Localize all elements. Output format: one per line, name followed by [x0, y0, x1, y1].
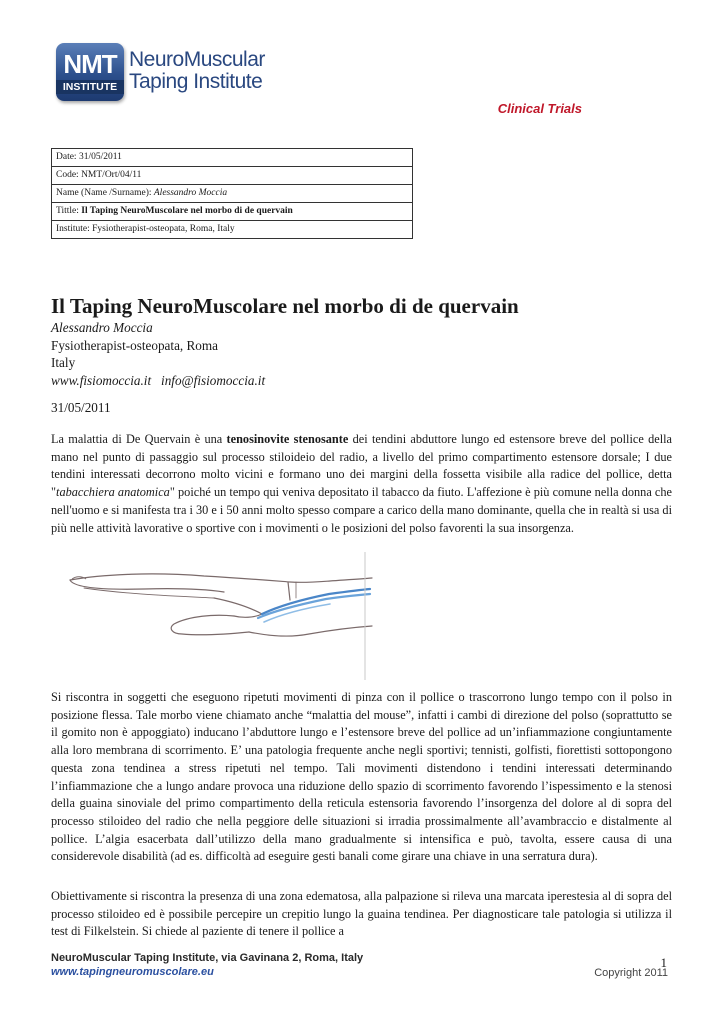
table-row: [52, 149, 413, 167]
author-role: Fysiotherapist-osteopata, Roma: [51, 337, 219, 353]
paragraph-text: La malattia di De Quervain è una: [51, 432, 227, 446]
paragraph-intro: [51, 431, 672, 537]
paragraph-bold-term: tenosinovite stenosante: [226, 432, 349, 446]
footer-copyright: Copyright 2011: [594, 967, 668, 979]
institute-logo: [56, 43, 288, 105]
author-country: Italy: [51, 355, 76, 370]
meta-date: Date: 31/05/2011: [52, 149, 413, 167]
author-website-link[interactable]: www.fisiomoccia.it: [51, 372, 152, 388]
table-row: [52, 221, 413, 239]
meta-institute: Institute: Fysiotherapist-osteopata, Roma, Italy: [52, 221, 413, 239]
article-date: 31/05/2011: [51, 400, 111, 415]
meta-name-label: Name (Name /Surname):: [56, 188, 154, 198]
meta-code: Code: NMT/Ort/04/11: [52, 167, 413, 185]
meta-name: [52, 185, 413, 203]
article-title: Il Taping NeuroMuscolare nel morbo di de quervain: [51, 294, 519, 318]
document-meta-table: [51, 148, 413, 239]
table-row: [52, 203, 413, 221]
hand-tendon-illustration: [64, 552, 374, 680]
paragraph-italic-term: tabacchiera anatomica: [56, 485, 170, 500]
footer-website-link[interactable]: www.tapingneuromuscolare.eu: [51, 966, 214, 978]
paragraph-diagnosis: Obiettivamente si riscontra la presenza di una zona edematosa, alla palpazione si rileva una marcata iperestesia al di sopra del processo stiloideo ed è possibile percepire un crepitio lungo la guaina tendinea. Per diagnosticare tale patologia si utilizza il test di Filkelstein. Si chiede al paziente di tenere il pollice a: [51, 889, 672, 939]
meta-title-label: Tittle:: [56, 206, 82, 216]
table-row: [52, 167, 413, 185]
author-block: [51, 319, 265, 389]
author-contacts: [51, 372, 265, 390]
paragraph-causes: Si riscontra in soggetti che eseguono ripetuti movimenti di pinza con il pollice o trascorrono lungo tempo con il polso in posizione flessa. Tale morbo viene chiamato anche “malattia del mouse”, infatti i cambi di direzione del polso (soprattutto se il gomito non è appoggiato) inducano l’abduttore lungo e l’estensore breve del pollice ad un’infiammazione congiuntamente alla loro membrana di scorrimento. E’ una patologia frequente anche negli sportivi; tennisti, golfisti, fiorettisti sottopongono questa zona tendinea a stress ripetuti nel tempo. Tali movimenti distendono i tendini interessati determinando l’infiammazione che a lungo andare provoca una riduzione dello spazio di scorrimento favorendo l’ispessimento e la stenosi della guaina sinoviale del primo compartimento della reticula estensoria favorendo l’insorgenza del dolore al di sopra del processo stiloideo del radio che nella peggiore delle situazioni si irradia prossimalmente all’avambraccio e distalmente al pollice. L’algia esacerbata dall’utilizzo della mano gradualmente si intensifica e può, tavolta, essere causa di una considerevole disabilità (ad es. difficoltà ad eseguire gesti banali come girare una chiave in una serratura dura).: [51, 690, 672, 864]
table-row: [52, 185, 413, 203]
meta-name-value: Alessandro Moccia: [153, 188, 228, 198]
meta-title: [52, 203, 413, 221]
paragraph-text: dei tendini abduttore lungo ed estensore breve del pollice della mano nel punto di passaggio sul processo stiloideio del radio, a livello del primo compartimento estensore dorsale; I due tendini interessati decorrono molto vicini e formano uno dei margini della fossetta visibile alla radice del pollice, detta ": [51, 432, 672, 500]
author-name: Alessandro Moccia: [51, 320, 153, 335]
logo-wordmark: [129, 49, 265, 93]
section-tag: Clinical Trials: [497, 101, 582, 116]
logo-line-1: NeuroMuscular: [129, 48, 265, 71]
footer-address: NeuroMuscular Taping Institute, via Gavinana 2, Roma, Italy: [51, 952, 364, 964]
logo-line-2: Taping Institute: [129, 70, 263, 93]
badge-sub-text: INSTITUTE: [56, 80, 124, 94]
nmt-badge: [56, 43, 124, 101]
badge-main-text: NMT: [63, 49, 117, 79]
meta-title-value: Il Taping NeuroMuscolare nel morbo di de quervain: [81, 206, 293, 216]
paragraph-text: " poiché un tempo qui veniva depositato il tabacco da fiuto. L'affezione è più comune nella donna che nell'uomo e si manifesta tra i 30 e i 50 anni molto spesso compare a carico della mano dominante, quella che in realtà si usa di più nelle attività lavorative o sportive con i movimenti o le posizioni del polso favorenti la sua insorgenza.: [51, 485, 672, 535]
author-email-link[interactable]: info@fisiomoccia.it: [161, 372, 266, 388]
page-number: 1: [660, 955, 667, 970]
